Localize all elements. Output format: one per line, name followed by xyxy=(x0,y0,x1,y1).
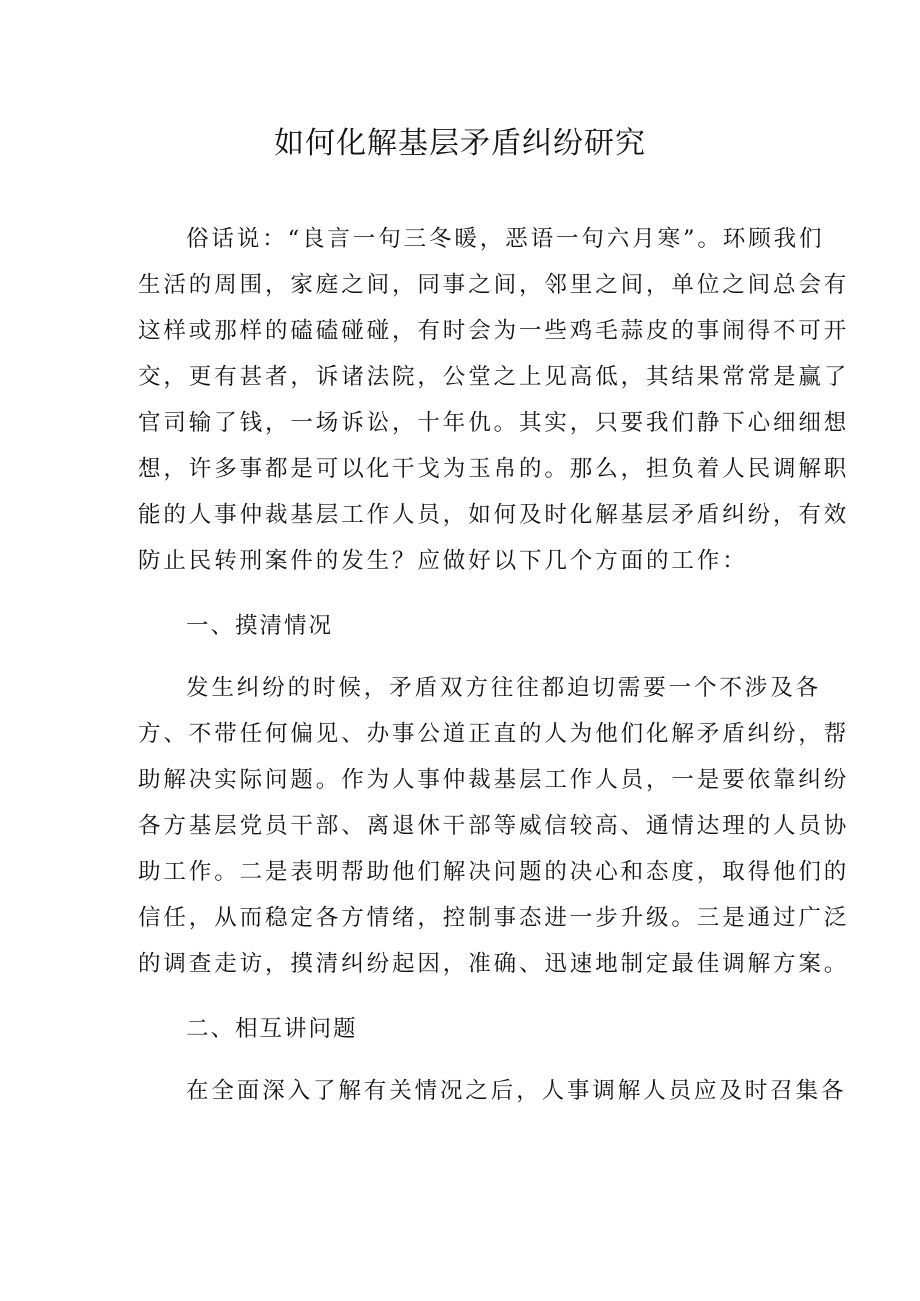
paragraph-line: 方、不带任何偏见、办事公道正直的人为他们化解矛盾纠纷，帮 xyxy=(138,721,850,747)
paragraph-line: 官司输了钱，一场诉讼，十年仇。其实，只要我们静下心细细想 xyxy=(138,410,850,436)
paragraph-line: 的调查走访，摸清纠纷起因，准确、迅速地制定最佳调解方案。 xyxy=(138,951,850,977)
paragraph-line: 生活的周围，家庭之间，同事之间，邻里之间，单位之间总会有 xyxy=(138,272,850,298)
paragraph-line: 信任，从而稳定各方情绪，控制事态进一步升级。三是通过广泛 xyxy=(138,905,850,931)
section-heading: 二、相互讲问题 xyxy=(186,1016,358,1042)
paragraph-line: 这样或那样的磕磕碰碰，有时会为一些鸡毛蒜皮的事闹得不可开 xyxy=(138,318,850,344)
paragraph-line: 助解决实际问题。作为人事仲裁基层工作人员，一是要依靠纠纷 xyxy=(138,767,850,793)
paragraph-line: 防止民转刑案件的发生？应做好以下几个方面的工作： xyxy=(138,548,748,574)
paragraph-line: 在全面深入了解有关情况之后，人事调解人员应及时召集各 xyxy=(186,1078,847,1104)
paragraph-line: 想，许多事都是可以化干戈为玉帛的。那么，担负着人民调解职 xyxy=(138,456,850,482)
document-title: 如何化解基层矛盾纠纷研究 xyxy=(274,126,646,161)
paragraph-line: 交，更有甚者，诉诸法院，公堂之上见高低，其结果常常是赢了 xyxy=(138,364,850,390)
paragraph-line: 能的人事仲裁基层工作人员，如何及时化解基层矛盾纠纷，有效 xyxy=(138,502,850,528)
paragraph-line: 各方基层党员干部、离退休干部等威信较高、通情达理的人员协 xyxy=(138,813,850,839)
paragraph-line: 助工作。二是表明帮助他们解决问题的决心和态度，取得他们的 xyxy=(138,859,850,885)
paragraph-line: 发生纠纷的时候，矛盾双方往往都迫切需要一个不涉及各 xyxy=(186,675,822,701)
paragraph-line: 俗话说：“良言一句三冬暖，恶语一句六月寒”。环顾我们 xyxy=(186,226,825,252)
section-heading: 一、摸清情况 xyxy=(186,613,334,639)
